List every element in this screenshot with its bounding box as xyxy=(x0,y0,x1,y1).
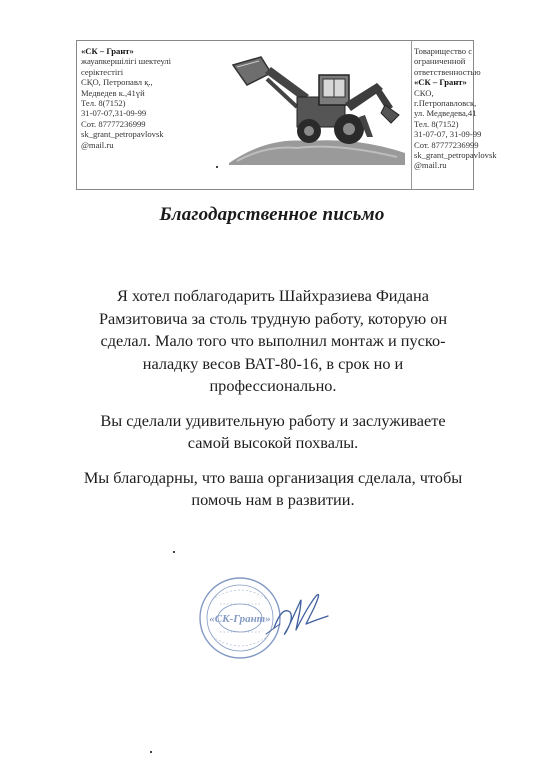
letterhead-right-block xyxy=(414,46,497,171)
body-paragraph xyxy=(50,467,496,512)
letterhead-right-line: г.Петропавловск, xyxy=(414,98,477,109)
letterhead-left-line: Сот. 87777236999 xyxy=(81,118,146,129)
letterhead-right-line: «СК – Грант» xyxy=(414,77,467,88)
letterhead-left-line: «СК – Грант» xyxy=(81,46,134,56)
letterhead-right-line: СКО, xyxy=(414,87,434,98)
letterhead-divider xyxy=(411,41,412,189)
letterhead-left-line: Тел. 8(7152) xyxy=(81,98,126,109)
front-bucket-icon xyxy=(233,57,271,85)
backhoe-loader-image xyxy=(227,45,407,165)
body-paragraph xyxy=(50,285,496,398)
scan-speck xyxy=(150,751,152,753)
letterhead-left-line: @mail.ru xyxy=(81,139,114,150)
letterhead-right-line: 31-07-07, 31-09-99 xyxy=(414,129,482,140)
letterhead-right-line: Тел. 8(7152) xyxy=(414,118,459,129)
signature-icon xyxy=(274,595,328,635)
body-paragraph-line: Рамзитовича за столь трудную работу, которую он xyxy=(98,308,448,328)
body-paragraph-line: сделал. Мало того что выполнил монтаж и пуско- xyxy=(100,331,446,350)
letterhead-left-line: 31-07-07,31-09-99 xyxy=(81,108,147,119)
body-paragraph-line: самой высокой похвалы. xyxy=(187,433,359,452)
body-paragraph-line: помочь нам в развитии. xyxy=(191,490,355,509)
scan-speck xyxy=(216,166,218,168)
letterhead-right-line: Сот. 87777236999 xyxy=(414,139,479,150)
letterhead-left-line: СҚО, Петропавл қ., xyxy=(81,77,153,88)
body-paragraph xyxy=(50,410,496,455)
stamp-center-text: «СК-Грант» xyxy=(209,613,271,625)
letterhead-left-line: серіктестігі xyxy=(81,66,124,77)
scan-speck xyxy=(173,551,175,553)
letter-body xyxy=(50,285,496,524)
body-paragraph-line: профессионально. xyxy=(209,376,337,395)
letterhead-left-line: sk_grant_petropavlovsk xyxy=(81,129,164,140)
body-paragraph-line: Вы сделали удивительную работу и заслуживаете xyxy=(100,410,446,430)
letterhead-left-line: жауапкершілігі шектеулі xyxy=(81,56,172,67)
letterhead-right-line: @mail.ru xyxy=(414,160,447,171)
company-stamp xyxy=(196,566,346,676)
letterhead-right-line: ответственностью xyxy=(414,66,481,77)
letter-title: Благодарственное письмо xyxy=(159,204,385,225)
letterhead-right-line: ограниченной xyxy=(414,56,466,67)
letterhead-right-line: ул. Медведева,41 xyxy=(414,108,477,119)
body-paragraph-line: Мы благодарны, что ваша организация сделала, чтобы xyxy=(83,467,463,487)
body-paragraph-line: Я хотел поблагодарить Шайхразиева Фидана xyxy=(117,286,429,305)
letterhead-left-block xyxy=(81,46,211,150)
letterhead-right-line: sk_grant_petropavlovsk xyxy=(414,150,497,161)
letterhead-left-line: Медведев к.,41үй xyxy=(81,87,145,98)
letterhead xyxy=(76,40,497,190)
body-paragraph-line: наладку весов ВАТ-80-16, в срок но и xyxy=(142,353,404,373)
letterhead-right-line: Товарищество с xyxy=(414,46,473,56)
